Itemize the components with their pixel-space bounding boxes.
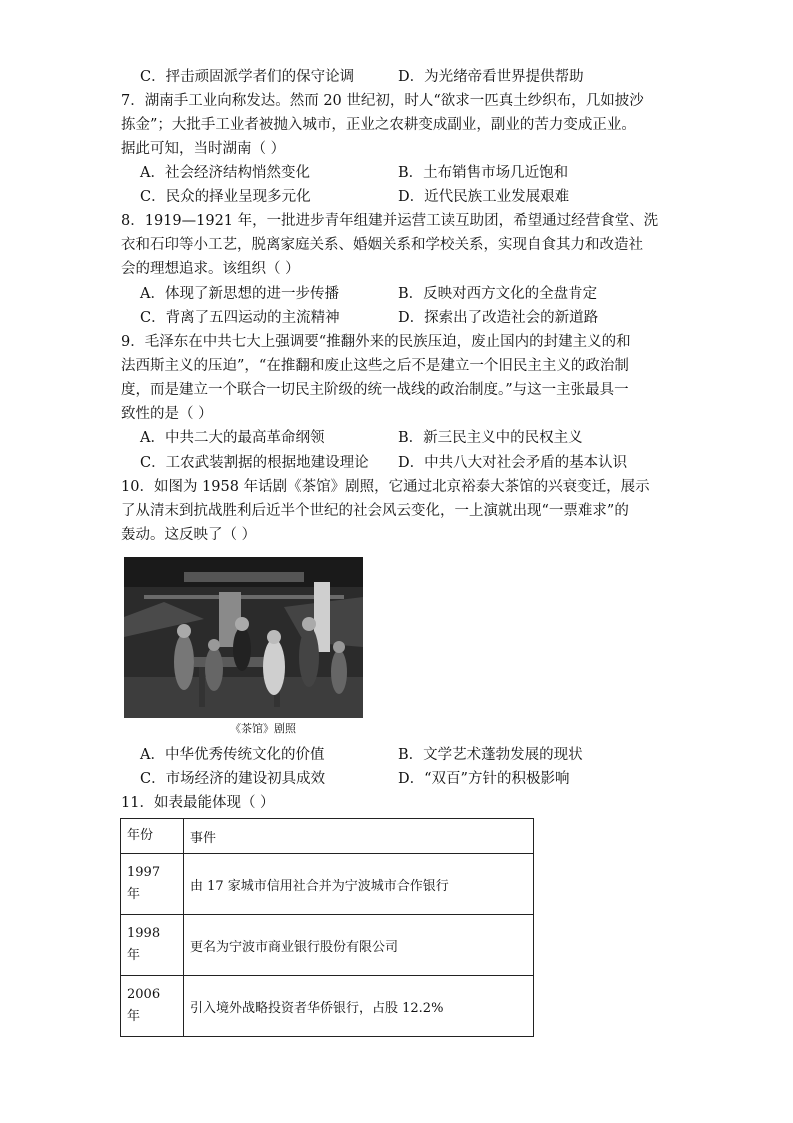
teahouse-stage-photo	[124, 557, 363, 718]
q9-option-b: B．新三民主义中的民权主义	[398, 430, 583, 446]
q6-option-d: D．为光绪帝看世界提供帮助	[398, 69, 584, 85]
q8-option-a: A．体现了新思想的进一步传播	[140, 286, 339, 302]
year-cell	[121, 915, 184, 976]
q8-stem-line-3: 会的理想追求。该组织（ ）	[121, 261, 300, 277]
q9-option-a: A．中共二大的最高革命纲领	[140, 430, 325, 446]
photo-caption: 《茶馆》剧照	[230, 722, 296, 735]
event-cell: 更名为宁波市商业银行股份有限公司	[184, 915, 534, 976]
header-event: 事件	[184, 819, 534, 854]
q10-option-d: D．“双百”方针的积极影响	[398, 771, 570, 787]
q7-option-b: B．土布销售市场几近饱和	[398, 165, 569, 181]
q8-option-d: D．探索出了改造社会的新道路	[398, 310, 599, 326]
year-unit: 年	[127, 948, 141, 963]
q6-option-c: C．抨击顽固派学者们的保守论调	[140, 69, 355, 85]
q10-option-a: A．中华优秀传统文化的价值	[140, 747, 325, 763]
q7-option-a: A．社会经济结构悄然变化	[140, 165, 310, 181]
year-value: 2006	[127, 987, 161, 1002]
bank-history-table	[120, 818, 534, 1037]
event-cell: 由 17 家城市信用社合并为宁波城市合作银行	[184, 854, 534, 915]
q9-stem-line-1: 9．毛泽东在中共七大上强调要“推翻外来的民族压迫，废止国内的封建主义的和	[121, 334, 631, 350]
year-unit: 年	[127, 887, 141, 902]
q7-option-c: C．民众的择业呈现多元化	[140, 189, 311, 205]
year-cell	[121, 854, 184, 915]
q8-option-c: C．背离了五四运动的主流精神	[140, 310, 340, 326]
year-value: 1997	[127, 865, 161, 880]
q10-option-c: C．市场经济的建设初具成效	[140, 771, 326, 787]
q7-stem-line-2: 拣金”；大批手工业者被抛入城市，正业之农耕变成副业，副业的苦力变成正业。	[121, 117, 636, 133]
q9-option-c: C．工农武装割据的根据地建设理论	[140, 455, 369, 471]
year-cell	[121, 976, 184, 1037]
event-cell: 引入境外战略投资者华侨银行，占股 12.2%	[184, 976, 534, 1037]
q10-stem-line-2: 了从清末到抗战胜利后近半个世纪的社会风云变化，一上演就出现“一票难求”的	[121, 503, 629, 519]
table-row	[121, 854, 534, 915]
header-year: 年份	[121, 819, 184, 854]
q9-stem-line-3: 度，而是建立一个联合一切民主阶级的统一战线的政治制度。”与这一主张最具一	[121, 382, 629, 398]
q11-stem: 11．如表最能体现（ ）	[121, 795, 275, 811]
year-value: 1998	[127, 926, 161, 941]
q8-option-b: B．反映对西方文化的全盘肯定	[398, 286, 598, 302]
q7-stem-line-1: 7．湖南手工业向称发达。然而 20 世纪初，时人“欲求一匹真土纱织布，几如披沙	[121, 93, 644, 109]
q10-stem-line-3: 轰动。这反映了（ ）	[121, 527, 257, 543]
q8-stem-line-2: 衣和石印等小工艺，脱离家庭关系、婚姻关系和学校关系，实现自食其力和改造社	[121, 237, 643, 253]
table-row	[121, 976, 534, 1037]
q10-option-b: B．文学艺术蓬勃发展的现状	[398, 747, 583, 763]
table-row	[121, 915, 534, 976]
q8-stem-line-1: 8．1919—1921 年，一批进步青年组建并运营工读互助团，希望通过经营食堂、洗	[121, 213, 659, 229]
q10-stem-line-1: 10．如图为 1958 年话剧《茶馆》剧照，它通过北京裕泰大茶馆的兴衰变迁，展示	[121, 479, 650, 495]
table-header-row	[121, 819, 534, 854]
q9-option-d: D．中共八大对社会矛盾的基本认识	[398, 455, 628, 471]
year-unit: 年	[127, 1009, 141, 1024]
q9-stem-line-4: 致性的是（ ）	[121, 406, 213, 422]
q7-option-d: D．近代民族工业发展艰难	[398, 189, 570, 205]
q9-stem-line-2: 法西斯主义的压迫”，“在推翻和废止这些之后不是建立一个旧民主主义的政治制	[121, 358, 629, 374]
q7-stem-line-3: 据此可知，当时湖南（ ）	[121, 141, 286, 157]
